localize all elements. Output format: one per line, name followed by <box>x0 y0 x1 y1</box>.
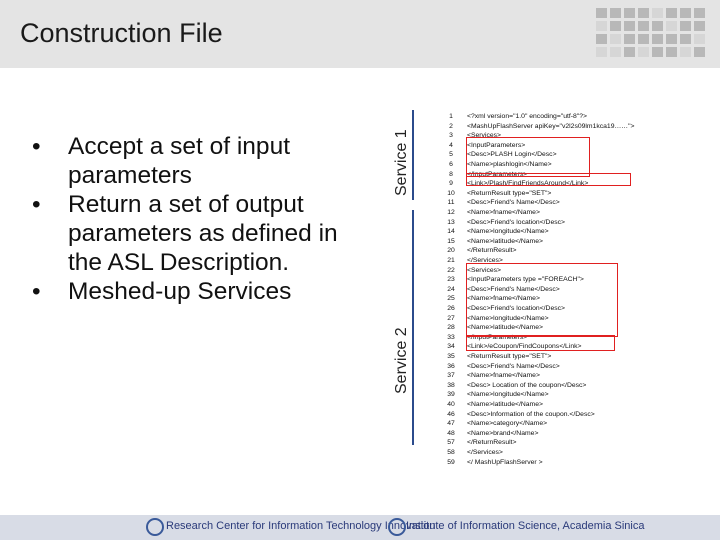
code-text: <InputParameters type ="FOREACH"> <box>467 276 584 284</box>
line-number: 57 <box>447 439 455 447</box>
line-number: 2 <box>449 122 453 130</box>
code-line <box>415 237 715 246</box>
code-text: <Services> <box>467 266 502 274</box>
line-number: 47 <box>447 420 455 428</box>
line-number: 11 <box>447 199 455 207</box>
code-text: <ReturnResult type="SET"> <box>467 353 552 360</box>
code-line <box>415 400 715 409</box>
code-text: </ReturnResult> <box>467 247 517 255</box>
code-text: <Link>/eCoupon/FindCoupons</Link> <box>467 343 582 351</box>
code-text: </Services> <box>467 449 503 456</box>
code-text: <Desc>PLASH Login</Desc> <box>467 151 557 159</box>
footer-right-text: Institute of Information Science, Academia Sinica <box>406 520 645 532</box>
slide-title: Construction File <box>20 18 223 48</box>
code-text: </InputParameters> <box>467 170 528 178</box>
code-text: <?xml version="1.0" encoding="utf-8"?> <box>467 113 587 120</box>
code-text: <Desc>Friend's location</Desc> <box>467 218 566 226</box>
line-number: 37 <box>447 372 455 380</box>
code-text: <Name>brand</Name> <box>467 429 539 437</box>
code-line <box>415 208 715 217</box>
code-text: <Services> <box>467 132 502 140</box>
line-number: 26 <box>447 305 455 312</box>
code-line <box>415 381 715 390</box>
code-text: </ MashUpFlashServer > <box>467 458 543 466</box>
code-line <box>415 458 715 467</box>
code-text: <Name>fname</Name> <box>467 209 540 216</box>
bullet-text: Return a set of output parameters as defined in the ASL Description. <box>68 191 338 276</box>
bullet-item <box>32 132 377 190</box>
code-line <box>415 189 715 198</box>
code-line <box>415 429 715 438</box>
line-number: 58 <box>447 449 455 456</box>
line-number: 59 <box>447 458 455 466</box>
footer-left-text: Research Center for Information Technology Innovation <box>166 520 436 532</box>
code-line <box>415 352 715 361</box>
service-1-divider <box>412 110 414 200</box>
code-text: <Desc>Friend's Name</Desc> <box>467 362 560 370</box>
line-number: 14 <box>447 228 455 236</box>
code-text: <ReturnResult type="SET"> <box>467 189 552 197</box>
line-number: 28 <box>447 324 455 332</box>
code-line <box>415 371 715 380</box>
code-text: </ReturnResult> <box>467 439 517 447</box>
code-line <box>415 227 715 236</box>
code-text: <Link>/Plash/FindFriendsAround</Link> <box>467 180 589 188</box>
line-number: 38 <box>447 381 455 389</box>
line-number: 24 <box>447 285 455 293</box>
code-text: <Name>latitude</Name> <box>467 237 543 245</box>
bullet-text: Accept a set of input parameters <box>68 133 290 189</box>
bullet-text: Meshed-up Services <box>68 278 292 305</box>
bullet-dot: • <box>32 191 41 218</box>
line-number: 10 <box>447 189 455 197</box>
service-2-divider <box>412 210 414 445</box>
highlight-link-1 <box>466 173 631 186</box>
code-line <box>415 448 715 457</box>
bullet-dot: • <box>32 278 41 305</box>
code-line <box>415 419 715 428</box>
line-number: 25 <box>447 295 455 303</box>
code-line <box>415 390 715 399</box>
line-number: 20 <box>447 247 455 255</box>
line-number: 21 <box>447 257 455 264</box>
line-number: 46 <box>447 410 455 418</box>
code-text: <Name>latitude</Name> <box>467 401 543 408</box>
highlight-input-params-1 <box>466 137 590 177</box>
line-number: 34 <box>447 343 455 351</box>
code-line <box>415 218 715 227</box>
code-line <box>415 198 715 207</box>
line-number: 15 <box>447 237 455 245</box>
code-text: <Name>longitude</Name> <box>467 314 549 322</box>
line-number: 35 <box>447 353 455 360</box>
line-number: 27 <box>447 314 455 322</box>
code-text: <Desc> Location of the coupon</Desc> <box>467 381 587 389</box>
code-line <box>415 122 715 131</box>
line-number: 12 <box>447 209 455 216</box>
code-text: <Desc>Information of the coupon.</Desc> <box>467 410 595 418</box>
line-number: 5 <box>449 151 453 159</box>
code-text: <Name>latitude</Name> <box>467 324 543 332</box>
code-text: </InputParameters> <box>467 333 528 341</box>
code-line <box>415 410 715 419</box>
code-line <box>415 362 715 371</box>
bullet-item <box>32 190 377 277</box>
code-text: <Name>longitude</Name> <box>467 391 549 399</box>
line-number: 33 <box>447 333 455 341</box>
line-number: 23 <box>447 276 455 284</box>
code-text: <Name>longitude</Name> <box>467 228 549 236</box>
code-text: <Name>category</Name> <box>467 420 548 428</box>
code-line <box>415 246 715 255</box>
bullet-dot: • <box>32 133 41 160</box>
code-text: </Services> <box>467 257 503 264</box>
code-text: <MashUpFlashServer apiKey="v2l2s09lm1kca19……"> <box>467 122 635 130</box>
code-text: <Desc>Friend's Name</Desc> <box>467 285 560 293</box>
line-number: 6 <box>449 161 453 168</box>
code-text: <Name>plashlogin</Name> <box>467 161 552 168</box>
bullet-list <box>32 132 377 306</box>
line-number: 3 <box>449 132 453 140</box>
code-text: <Name>fname</Name> <box>467 372 540 380</box>
line-number: 48 <box>447 429 455 437</box>
service-1-label: Service 1 <box>393 129 410 196</box>
line-number: 39 <box>447 391 455 399</box>
line-number: 22 <box>447 266 455 274</box>
line-number: 4 <box>449 141 453 149</box>
line-number: 13 <box>447 218 455 226</box>
citi-logo-icon <box>146 518 164 536</box>
line-number: 36 <box>447 362 455 370</box>
line-number: 1 <box>449 113 453 120</box>
code-line <box>415 438 715 447</box>
code-text: <Desc>Friend's location</Desc> <box>467 305 566 312</box>
code-line <box>415 112 715 121</box>
line-number: 8 <box>449 170 453 178</box>
highlight-input-params-2 <box>466 263 618 337</box>
grid-logo-icon <box>592 6 712 60</box>
service-2-label: Service 2 <box>393 327 410 394</box>
bullet-item <box>32 277 377 306</box>
code-text: <Name>fname</Name> <box>467 295 540 303</box>
line-number: 40 <box>447 401 455 408</box>
slide-header <box>0 0 720 68</box>
iis-logo-icon <box>388 518 406 536</box>
highlight-link-2 <box>466 335 615 351</box>
line-number: 9 <box>449 180 453 188</box>
code-text: <Desc>Friend's Name</Desc> <box>467 199 560 207</box>
code-text: <InputParameters> <box>467 141 526 149</box>
